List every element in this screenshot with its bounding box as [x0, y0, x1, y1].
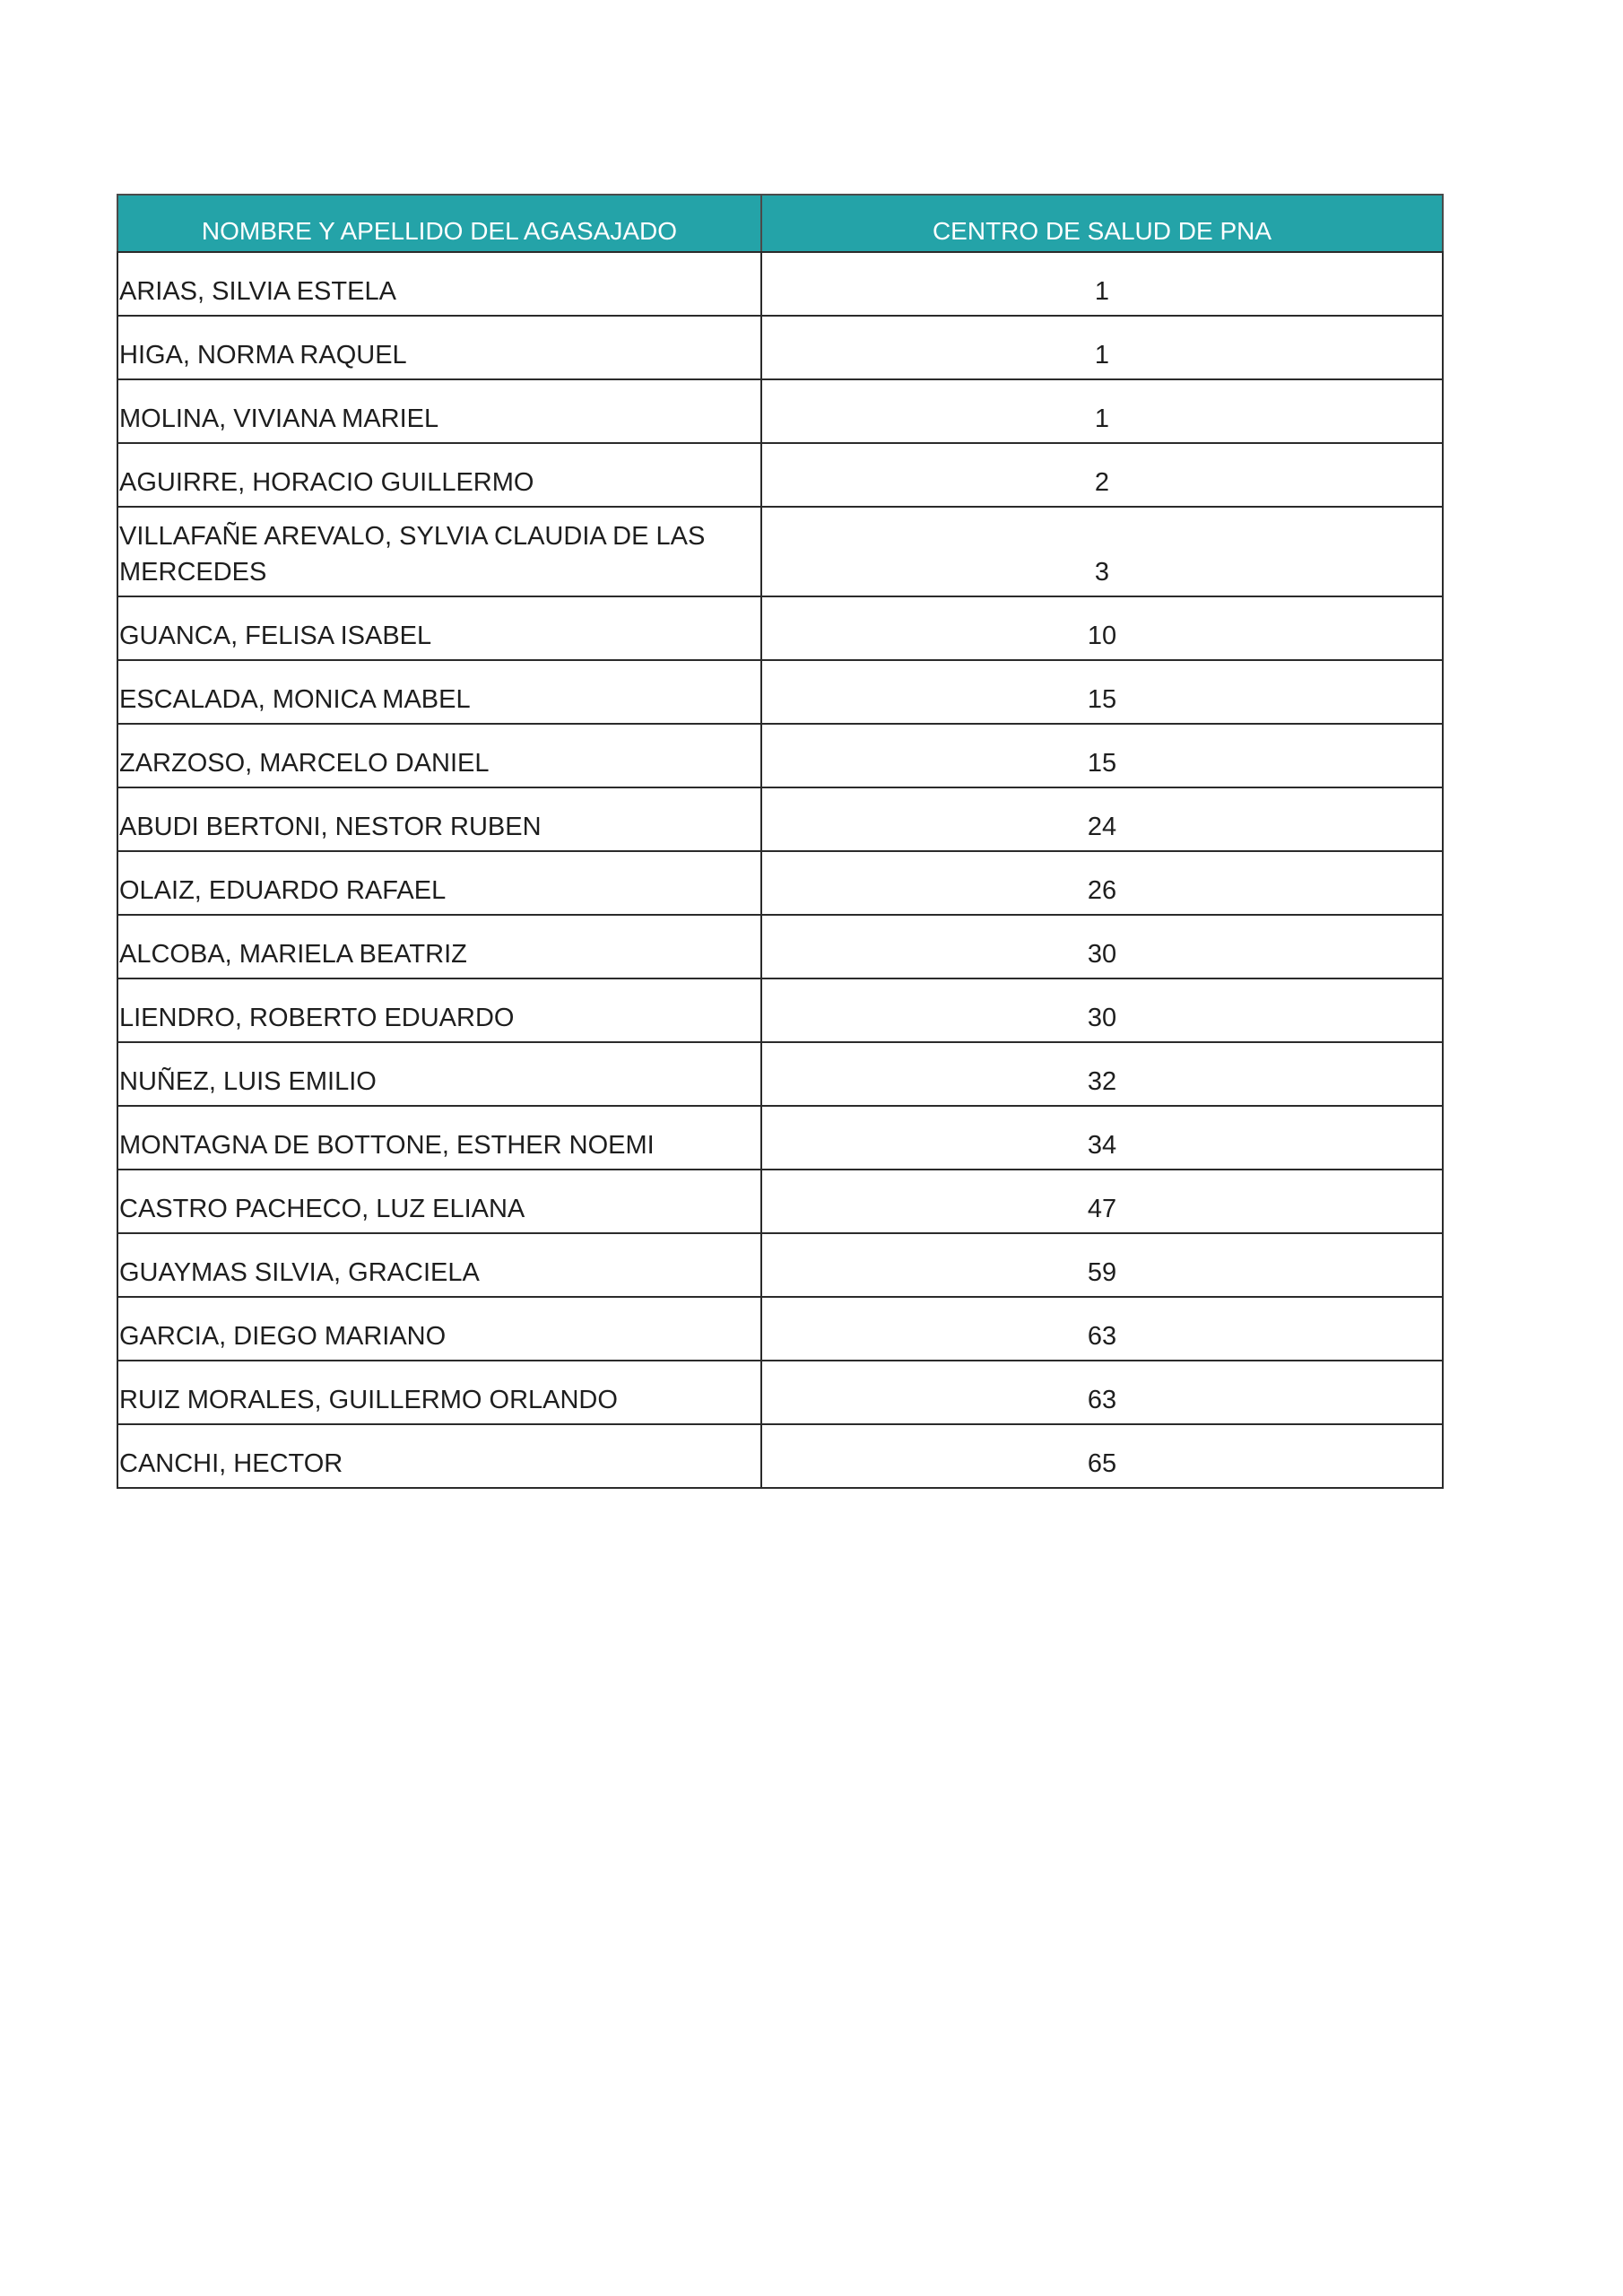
honoree-name: NUÑEZ, LUIS EMILIO [117, 1042, 761, 1106]
table-row [117, 316, 1443, 379]
table-row [117, 507, 1443, 596]
honoree-name: ESCALADA, MONICA MABEL [117, 660, 761, 724]
table-row [117, 1042, 1443, 1106]
table-row [117, 915, 1443, 978]
honoree-name: MONTAGNA DE BOTTONE, ESTHER NOEMI [117, 1106, 761, 1170]
honoree-name: VILLAFAÑE AREVALO, SYLVIA CLAUDIA DE LAS MERCEDES [117, 507, 761, 596]
honoree-name: MOLINA, VIVIANA MARIEL [117, 379, 761, 443]
honoree-name: ALCOBA, MARIELA BEATRIZ [117, 915, 761, 978]
honoree-name: GARCIA, DIEGO MARIANO [117, 1297, 761, 1361]
health-center-number: 1 [761, 252, 1443, 316]
table-row [117, 1297, 1443, 1361]
table-row [117, 252, 1443, 316]
health-center-number: 30 [761, 978, 1443, 1042]
honoree-name: LIENDRO, ROBERTO EDUARDO [117, 978, 761, 1042]
honoree-name: AGUIRRE, HORACIO GUILLERMO [117, 443, 761, 507]
honoree-name: ZARZOSO, MARCELO DANIEL [117, 724, 761, 787]
table-row [117, 1106, 1443, 1170]
header-row [117, 195, 1443, 252]
table-row [117, 1361, 1443, 1424]
health-center-number: 3 [761, 507, 1443, 596]
table-row [117, 787, 1443, 851]
health-center-number: 63 [761, 1297, 1443, 1361]
health-center-number: 34 [761, 1106, 1443, 1170]
table-row [117, 851, 1443, 915]
health-center-number: 10 [761, 596, 1443, 660]
honoree-name: ARIAS, SILVIA ESTELA [117, 252, 761, 316]
honoree-name: GUAYMAS SILVIA, GRACIELA [117, 1233, 761, 1297]
column-header-center: CENTRO DE SALUD DE PNA [761, 195, 1443, 252]
table-body [117, 252, 1443, 1488]
honoree-name: GUANCA, FELISA ISABEL [117, 596, 761, 660]
health-center-number: 65 [761, 1424, 1443, 1488]
health-center-number: 30 [761, 915, 1443, 978]
column-header-name: NOMBRE Y APELLIDO DEL AGASAJADO [117, 195, 761, 252]
health-center-number: 24 [761, 787, 1443, 851]
honorees-table [117, 194, 1444, 1489]
honoree-name: CANCHI, HECTOR [117, 1424, 761, 1488]
health-center-number: 59 [761, 1233, 1443, 1297]
table-row [117, 443, 1443, 507]
health-center-number: 1 [761, 316, 1443, 379]
honoree-name: RUIZ MORALES, GUILLERMO ORLANDO [117, 1361, 761, 1424]
health-center-number: 15 [761, 724, 1443, 787]
table-row [117, 724, 1443, 787]
honoree-name: OLAIZ, EDUARDO RAFAEL [117, 851, 761, 915]
honoree-name: CASTRO PACHECO, LUZ ELIANA [117, 1170, 761, 1233]
health-center-number: 47 [761, 1170, 1443, 1233]
table-row [117, 596, 1443, 660]
health-center-number: 63 [761, 1361, 1443, 1424]
health-center-number: 1 [761, 379, 1443, 443]
honoree-name: HIGA, NORMA RAQUEL [117, 316, 761, 379]
health-center-number: 26 [761, 851, 1443, 915]
health-center-number: 32 [761, 1042, 1443, 1106]
table-row [117, 660, 1443, 724]
table-header [117, 195, 1443, 252]
honoree-name: ABUDI BERTONI, NESTOR RUBEN [117, 787, 761, 851]
table-row [117, 1424, 1443, 1488]
health-center-number: 15 [761, 660, 1443, 724]
table-row [117, 978, 1443, 1042]
health-center-number: 2 [761, 443, 1443, 507]
table-row [117, 379, 1443, 443]
table-row [117, 1233, 1443, 1297]
table-row [117, 1170, 1443, 1233]
